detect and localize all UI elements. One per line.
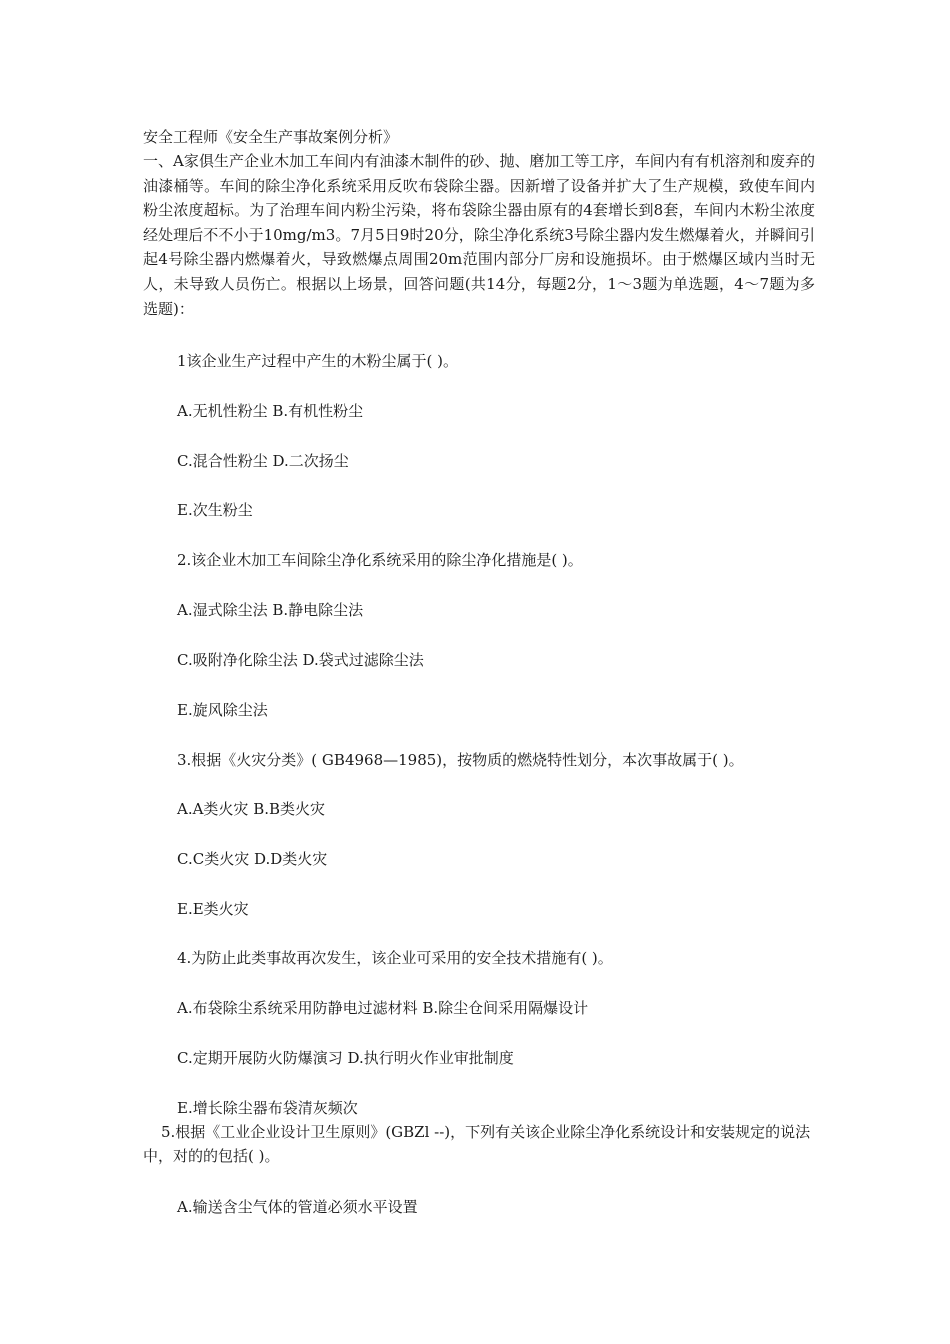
question-2: 2.该企业木加工车间除尘净化系统采用的除尘净化措施是( )。 [177, 551, 583, 569]
case-scenario-paragraph: 一、A家俱生产企业木加工车间内有油漆木制件的砂、抛、磨加工等工序，车间内有有机溶剂和废弃的油漆桶等。车间的除尘净化系统采用反吹布袋除尘器。因新增了设备并扩大了生产规模，致使车间内粉尘浓度超标。为了治理车间内粉尘污染，将布袋除尘器由原有的4套增长到8套，车间内木粉尘浓度经处理后不不小于10mg/m3。7月5日9时20分，除尘净化系统3号除尘器内发生燃爆着火，并瞬间引起4号除尘器内燃爆着火，导致燃爆点周围20m范围内部分厂房和设施损坏。由于燃爆区域内当时无人，未导致人员伤亡。根据以上场景，回答问题(共14分，每题2分，1～3题为单选题，4～7题为多选题)： [143, 152, 815, 318]
question-2-option-e: E.旋风除尘法 [177, 701, 268, 719]
question-5-option-a: A.输送含尘气体的管道必须水平设置 [177, 1198, 418, 1216]
question-4: 4.为防止此类事故再次发生，该企业可采用的安全技术措施有( )。 [177, 949, 613, 967]
document-title: 安全工程师《安全生产事故案例分析》 [143, 128, 399, 146]
question-1: 1该企业生产过程中产生的木粉尘属于( )。 [177, 352, 459, 370]
question-3-options-ab: A.A类火灾 B.B类火灾 [177, 800, 326, 818]
question-1-options-cd: C.混合性粉尘 D.二次扬尘 [177, 452, 349, 470]
question-3-options-cd: C.C类火灾 D.D类火灾 [177, 850, 328, 868]
question-4-option-e: E.增长除尘器布袋清灰频次 [177, 1099, 358, 1117]
question-1-option-e: E.次生粉尘 [177, 501, 253, 519]
question-4-options-cd: C.定期开展防火防爆演习 D.执行明火作业审批制度 [177, 1049, 514, 1067]
question-2-options-ab: A.湿式除尘法 B.静电除尘法 [177, 601, 364, 619]
question-2-options-cd: C.吸附净化除尘法 D.袋式过滤除尘法 [177, 651, 424, 669]
question-5: 5.根据《工业企业设计卫生原则》(GBZl --)，下列有关该企业除尘净化系统设计和安装规定的说法中，对的的包括( )。 [143, 1123, 811, 1165]
question-3: 3.根据《火灾分类》( GB4968—1985)，按物质的燃烧特性划分，本次事故属于( )。 [177, 751, 744, 769]
question-3-option-e: E.E类火灾 [177, 900, 249, 918]
question-1-options-ab: A.无机性粉尘 B.有机性粉尘 [177, 402, 364, 420]
question-4-options-ab: A.布袋除尘系统采用防静电过滤材料 B.除尘仓间采用隔爆设计 [177, 999, 589, 1017]
